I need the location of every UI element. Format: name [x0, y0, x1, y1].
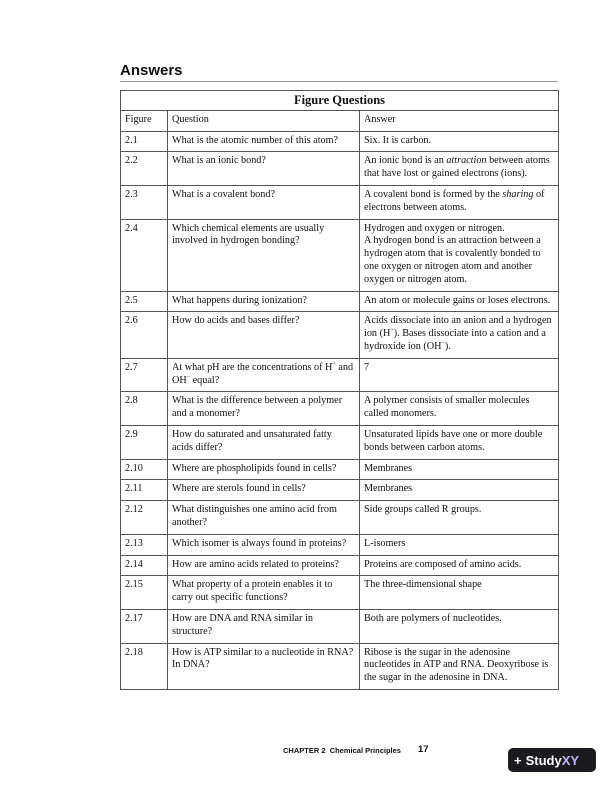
figure-questions-table — [120, 90, 559, 690]
figure-cell: 2.2 — [121, 152, 168, 186]
figure-cell: 2.15 — [121, 576, 168, 610]
question-cell: What is an ionic bond? — [168, 152, 360, 186]
answer-cell: Ribose is the sugar in the adenosine nucleotides in ATP and RNA. Deoxyribose is the sugar in the adenosine in DNA. — [360, 643, 559, 689]
answer-cell: Membranes — [360, 459, 559, 480]
question-cell: How do saturated and unsaturated fatty acids differ? — [168, 425, 360, 459]
column-header-figure: Figure — [121, 110, 168, 131]
question-cell: Which chemical elements are usually involved in hydrogen bonding? — [168, 219, 360, 291]
column-header-answer: Answer — [360, 110, 559, 131]
question-cell: What happens during ionization? — [168, 291, 360, 312]
answer-cell: Six. It is carbon. — [360, 131, 559, 152]
table-row — [121, 609, 559, 643]
figure-cell: 2.18 — [121, 643, 168, 689]
table-row — [121, 480, 559, 501]
answer-cell: Proteins are composed of amino acids. — [360, 555, 559, 576]
question-cell: What is the difference between a polymer and a monomer? — [168, 392, 360, 426]
plus-icon: + — [514, 752, 522, 768]
title-divider — [120, 81, 558, 82]
table-row — [121, 643, 559, 689]
answer-cell: Membranes — [360, 480, 559, 501]
table-row — [121, 501, 559, 535]
answer-cell: Both are polymers of nucleotides. — [360, 609, 559, 643]
table-row — [121, 131, 559, 152]
question-cell: How are amino acids related to proteins? — [168, 555, 360, 576]
figure-cell: 2.17 — [121, 609, 168, 643]
page-number: 17 — [418, 744, 429, 755]
chapter-title: Chemical Principles — [329, 746, 401, 755]
figure-cell: 2.4 — [121, 219, 168, 291]
table-row — [121, 534, 559, 555]
table-row — [121, 358, 559, 392]
question-cell: What is the atomic number of this atom? — [168, 131, 360, 152]
table-row — [121, 555, 559, 576]
table-row — [121, 291, 559, 312]
figure-cell: 2.1 — [121, 131, 168, 152]
answer-cell: Hydrogen and oxygen or nitrogen. A hydrogen bond is an attraction between a hydrogen atom that is covalently bonded to one oxygen or nitrogen atom and another oxygen or nitrogen atom. — [360, 219, 559, 291]
figure-cell: 2.7 — [121, 358, 168, 392]
table-row — [121, 392, 559, 426]
table-row — [121, 152, 559, 186]
answer-cell: A covalent bond is formed by the sharing of electrons between atoms. — [360, 185, 559, 219]
table-row — [121, 459, 559, 480]
question-cell: At what pH are the concentrations of H+ and OH− equal? — [168, 358, 360, 392]
question-cell: How do acids and bases differ? — [168, 312, 360, 358]
page-footer — [283, 746, 401, 755]
page-title: Answers — [120, 62, 183, 79]
column-header-question: Question — [168, 110, 360, 131]
figure-cell: 2.8 — [121, 392, 168, 426]
answer-cell: An atom or molecule gains or loses electrons. — [360, 291, 559, 312]
question-cell: How are DNA and RNA similar in structure? — [168, 609, 360, 643]
figure-cell: 2.14 — [121, 555, 168, 576]
question-cell: What distinguishes one amino acid from another? — [168, 501, 360, 535]
answer-cell: A polymer consists of smaller molecules called monomers. — [360, 392, 559, 426]
table-row — [121, 312, 559, 358]
answer-cell: Side groups called R groups. — [360, 501, 559, 535]
figure-cell: 2.10 — [121, 459, 168, 480]
table-row — [121, 425, 559, 459]
question-cell: What property of a protein enables it to carry out specific functions? — [168, 576, 360, 610]
question-cell: Which isomer is always found in proteins? — [168, 534, 360, 555]
chapter-label: CHAPTER 2 — [283, 746, 326, 755]
answer-cell: 7 — [360, 358, 559, 392]
figure-cell: 2.13 — [121, 534, 168, 555]
question-cell: Where are phospholipids found in cells? — [168, 459, 360, 480]
studyxy-logo: + StudyXY — [508, 748, 596, 772]
figure-cell: 2.9 — [121, 425, 168, 459]
table-caption: Figure Questions — [121, 91, 559, 111]
question-cell: Where are sterols found in cells? — [168, 480, 360, 501]
table-row — [121, 576, 559, 610]
figure-cell: 2.3 — [121, 185, 168, 219]
answer-cell: The three-dimensional shape — [360, 576, 559, 610]
figure-cell: 2.11 — [121, 480, 168, 501]
question-cell: What is a covalent bond? — [168, 185, 360, 219]
table-row — [121, 185, 559, 219]
question-cell: How is ATP similar to a nucleotide in RNA? In DNA? — [168, 643, 360, 689]
figure-cell: 2.12 — [121, 501, 168, 535]
table-row — [121, 219, 559, 291]
answer-cell: An ionic bond is an attraction between atoms that have lost or gained electrons (ions). — [360, 152, 559, 186]
answer-cell: L-isomers — [360, 534, 559, 555]
answer-cell: Acids dissociate into an anion and a hydrogen ion (H+). Bases dissociate into a cation and a hydroxide ion (OH−). — [360, 312, 559, 358]
figure-cell: 2.5 — [121, 291, 168, 312]
figure-cell: 2.6 — [121, 312, 168, 358]
answer-cell: Unsaturated lipids have one or more double bonds between carbon atoms. — [360, 425, 559, 459]
